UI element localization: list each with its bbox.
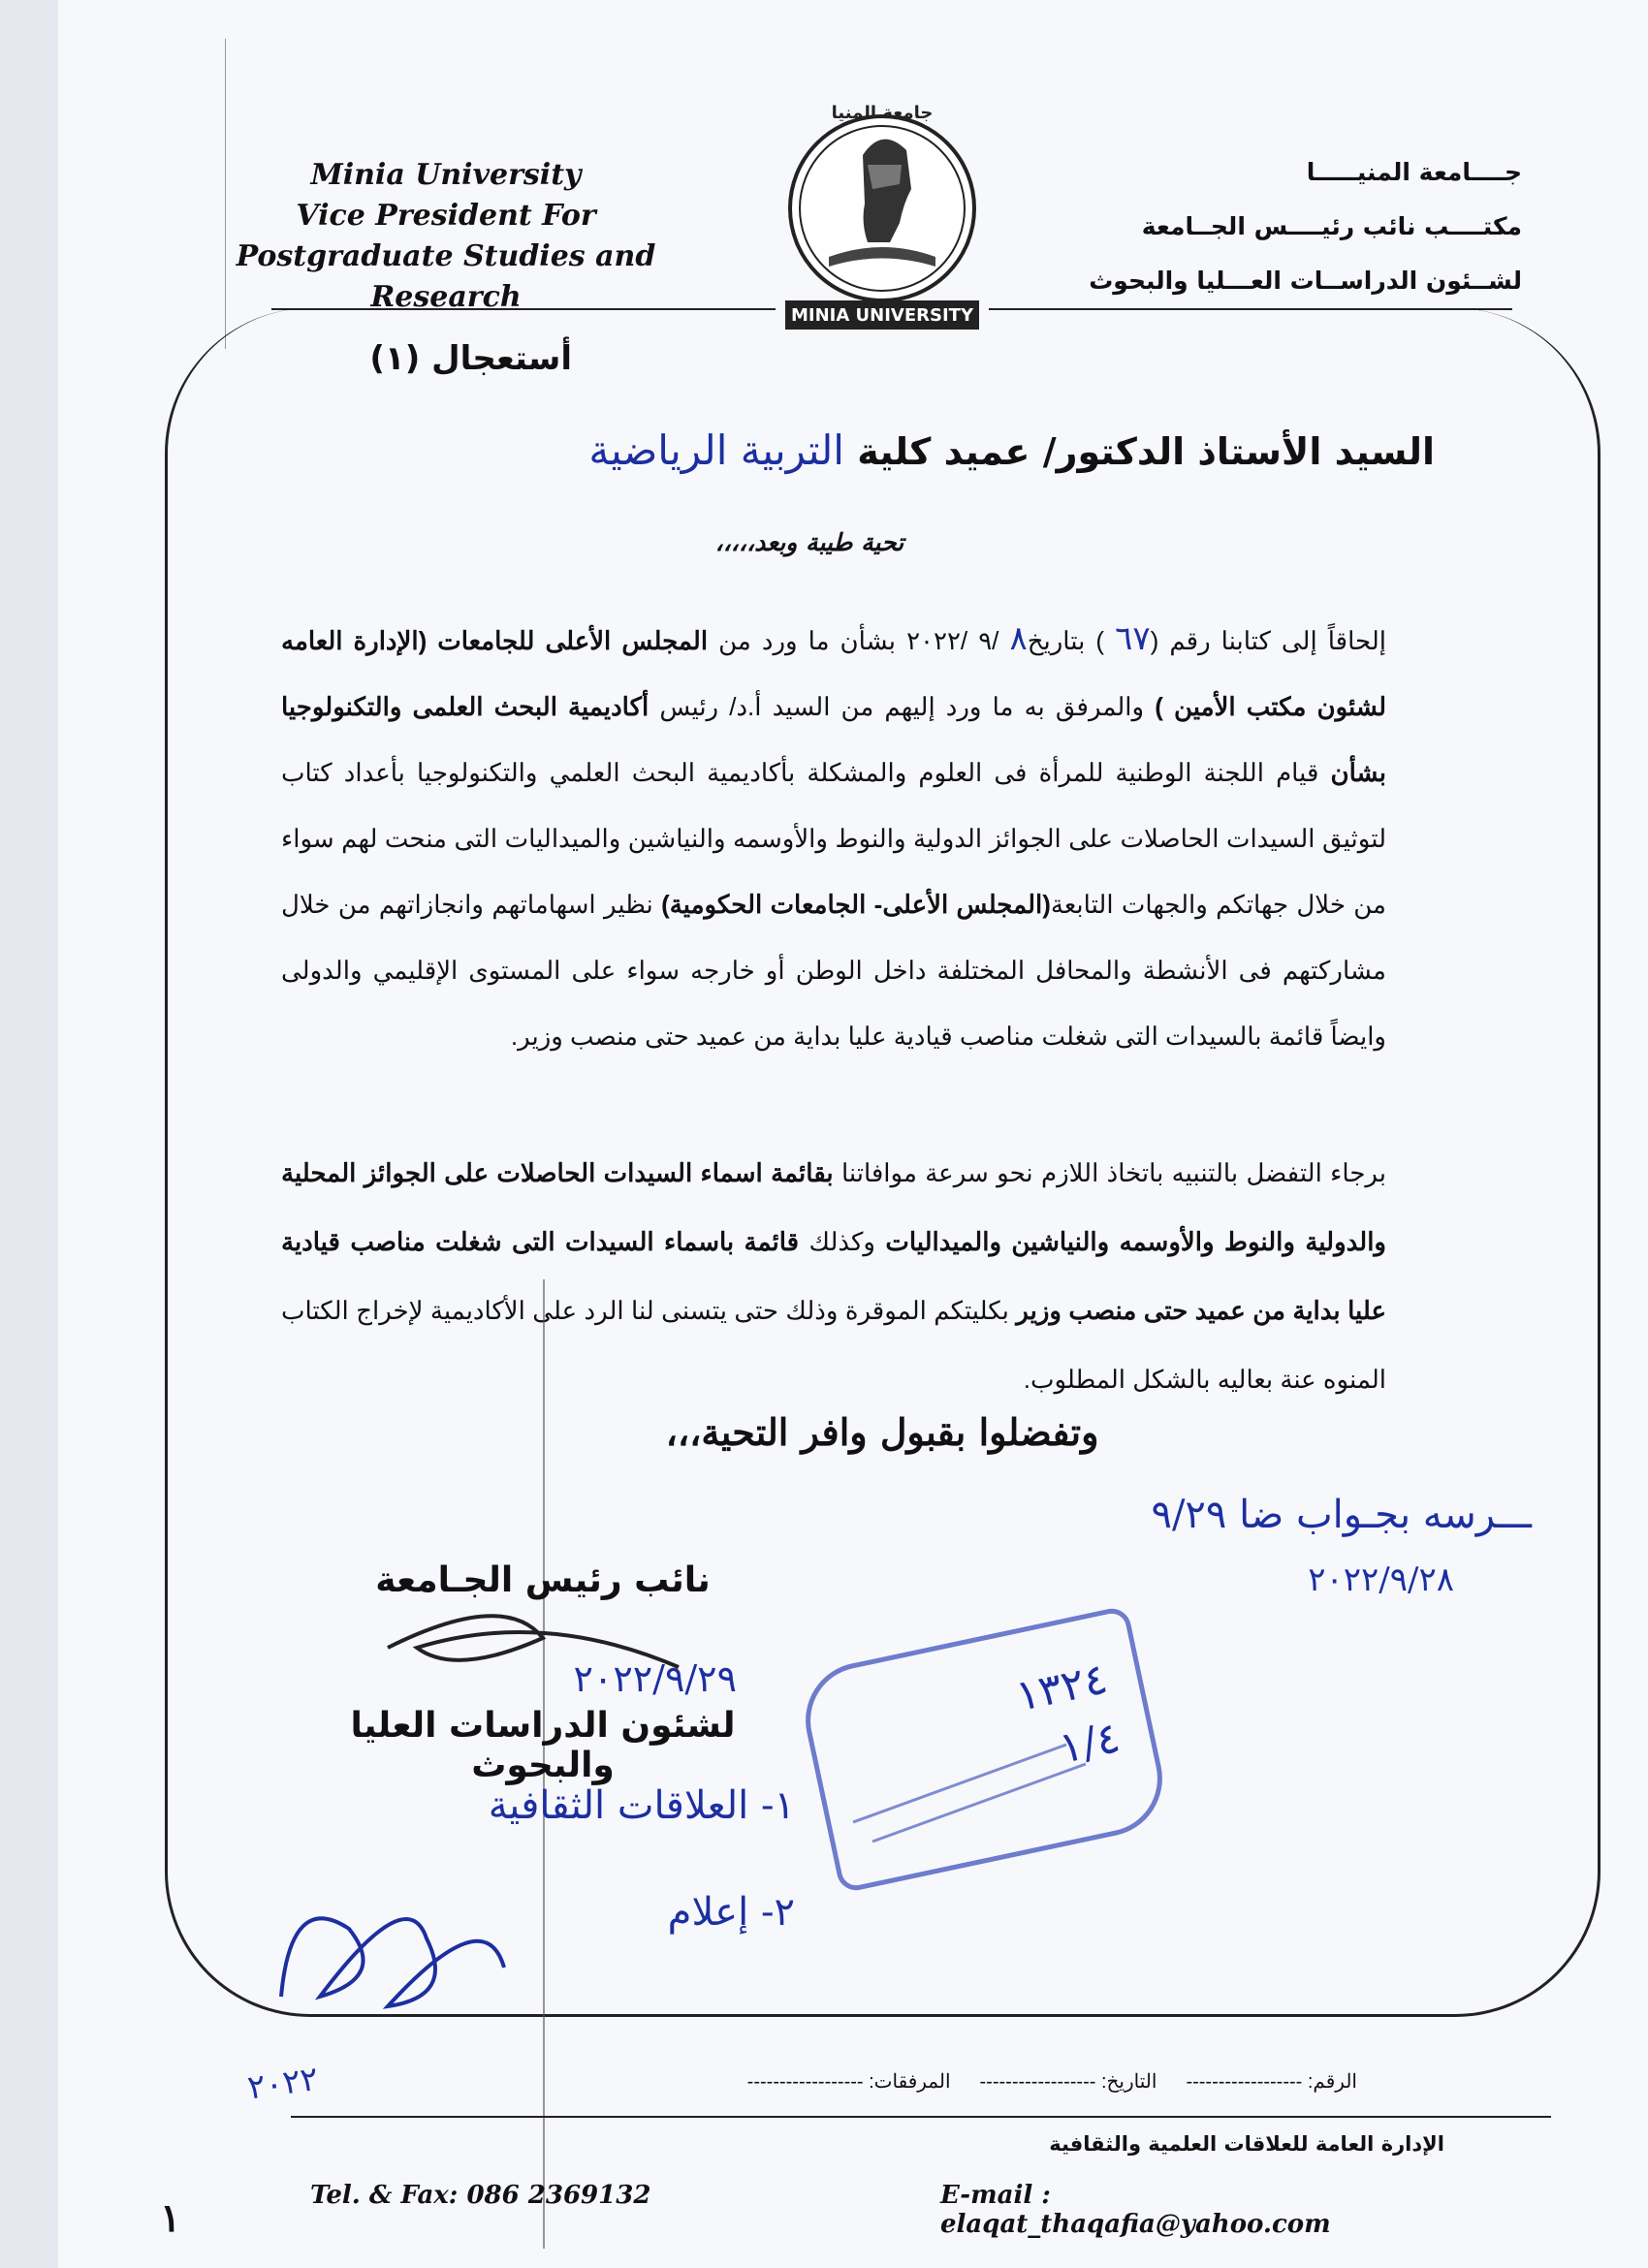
addressee-printed: السيد الأستاذ الدكتور/ عميد كلية bbox=[857, 430, 1435, 473]
header-en-line-3: Postgraduate Studies and Research bbox=[236, 239, 656, 314]
p1-text-3: /٩ /٢٠٢٢ بشأن ما ورد من bbox=[718, 626, 999, 655]
header-en-line-2: Vice President For bbox=[296, 199, 596, 233]
p2-bold-2: قائمة باسماء السيدات التى شغلت مناصب قيادية عليا بداية من عميد حتى منصب وزير bbox=[281, 1227, 1386, 1325]
handwritten-referral-1: ١- العلاقات الثقافية bbox=[488, 1783, 795, 1828]
urgent-label: أستعجال (١) bbox=[369, 339, 572, 378]
p1-text-5: قيام اللجنة الوطنية للمرأة فى العلوم والمشكلة بأكاديمية البحث العلمي والتكنولوجيا بأعداد كتاب لتوثيق السيدات الحاصلات على الجوائز الدولية والنوط والأوسمه والنياشين والميداليات التى منحت لهم سواء من خلال جهاتكم والجهات التابعة bbox=[281, 758, 1386, 919]
addressee-handwritten: التربية الرياضية bbox=[588, 426, 844, 474]
ref-date-field: التاريخ: ------------------ bbox=[979, 2071, 1157, 2093]
handwritten-note-top: ـــرسه بجـواب ضا ٩/٢٩ bbox=[1151, 1493, 1532, 1537]
p1-handwritten-number: ٦٧ bbox=[1115, 619, 1151, 658]
p1-text-6: نظير اسهاماتهم وانجازاتهم من خلال مشاركتهم فى الأنشطة والمحافل المختلفة داخل الوطن أو خارجه سواء على المستوى الإقليمي والدولى وايضاً قائمة بالسيدات التى شغلت مناصب قيادية عليا بداية من عميد حتى منصب وزير. bbox=[281, 890, 1386, 1051]
greeting: تحية طيبة وبعد،،،،، bbox=[714, 528, 904, 556]
p1-bold-2: أكاديمية البحث العلمى والتكنولوجيا بشأن bbox=[281, 692, 1386, 787]
footer-email: E-mail : elaqat_thaqafia@yahoo.com bbox=[940, 2181, 1331, 2239]
ref-attachments-field: المرفقات: ------------------ bbox=[746, 2071, 951, 2093]
footer-telephone: Tel. & Fax: 086 2369132 bbox=[310, 2181, 651, 2210]
footer-divider bbox=[291, 2116, 1551, 2118]
p2-text-3: بكليتكم الموقرة وذلك حتى يتسنى لنا الرد على الأكاديمية لإخراج الكتاب المنوه عنة بعاليه بالشكل المطلوب. bbox=[281, 1296, 1386, 1394]
header-ar-line-2: مكتــــب نائب رئيــــس الجــامعة bbox=[1141, 212, 1522, 240]
p1-text-4: والمرفق به ما ورد إليهم من السيد أ.د/ رئيس bbox=[659, 692, 1145, 721]
header-en-line-1: Minia University bbox=[310, 158, 582, 192]
header-arabic bbox=[1008, 145, 1522, 308]
closing-line: وتفضلوا بقبول وافر التحية،،، bbox=[665, 1410, 1099, 1454]
logo-arc-text: جامعة المنيا bbox=[831, 103, 934, 123]
p2-text-2: وكذلك bbox=[808, 1227, 875, 1256]
p1-bold-1: المجلس الأعلى للجامعات (الإدارة العامه لشئون مكتب الأمين ) bbox=[281, 626, 1386, 721]
p2-text-1: برجاء التفضل بالتنبيه باتخاذ اللازم نحو سرعة موافاتنا bbox=[840, 1158, 1386, 1187]
footer-department: الإدارة العامة للعلاقات العلمية والثقافية bbox=[1049, 2132, 1444, 2156]
body-paragraph-1 bbox=[281, 606, 1386, 1069]
header-ar-line-1: جــــامعة المنيـــــا bbox=[1306, 158, 1522, 186]
handwritten-signature-date: ٢٠٢٢/٩/٢٩ bbox=[573, 1657, 737, 1700]
p2-bold-1: بقائمة اسماء السيدات الحاصلات على الجوائز المحلية والدولية والنوط والأوسمه والنياشين والميداليات bbox=[281, 1158, 1386, 1256]
page-number: ١ bbox=[160, 2195, 181, 2241]
university-logo bbox=[776, 97, 989, 339]
stamp-number-2: ١/٤ bbox=[1055, 1713, 1125, 1774]
logo-caption: MINIA UNIVERSITY bbox=[790, 305, 974, 326]
reference-fields bbox=[427, 2069, 1357, 2094]
ref-number-field: الرقم: ------------------ bbox=[1186, 2071, 1357, 2093]
p1-handwritten-day: ٨ bbox=[1009, 619, 1028, 658]
signature-title-line-1: نائب رئيس الجـامعة bbox=[375, 1560, 711, 1600]
header-ar-line-3: لشــئون الدراســات العـــليا والبحوث bbox=[1089, 267, 1522, 295]
p1-text-2: ) بتاريخ bbox=[1027, 626, 1105, 655]
signature-title-line-2: لشئون الدراسات العليا والبحوث bbox=[350, 1706, 736, 1785]
p1-text-1: إلحاقاً إلى كتابنا رقم ( bbox=[1150, 626, 1386, 655]
stamp-number-1: ١٣٢٤ bbox=[1011, 1654, 1112, 1722]
addressee-line bbox=[504, 426, 1435, 474]
body-paragraph-2 bbox=[281, 1139, 1386, 1414]
handwritten-referral-2: ٢- إعلام bbox=[667, 1890, 795, 1935]
header-english bbox=[174, 155, 717, 318]
handwritten-corner-date: ٢٠٢٢ bbox=[244, 2059, 321, 2108]
p1-bold-3: (المجلس الأعلى- الجامعات الحكومية) bbox=[661, 890, 1051, 919]
handwritten-note-date: ٢٠٢٢/٩/٢٨ bbox=[1308, 1560, 1454, 1599]
